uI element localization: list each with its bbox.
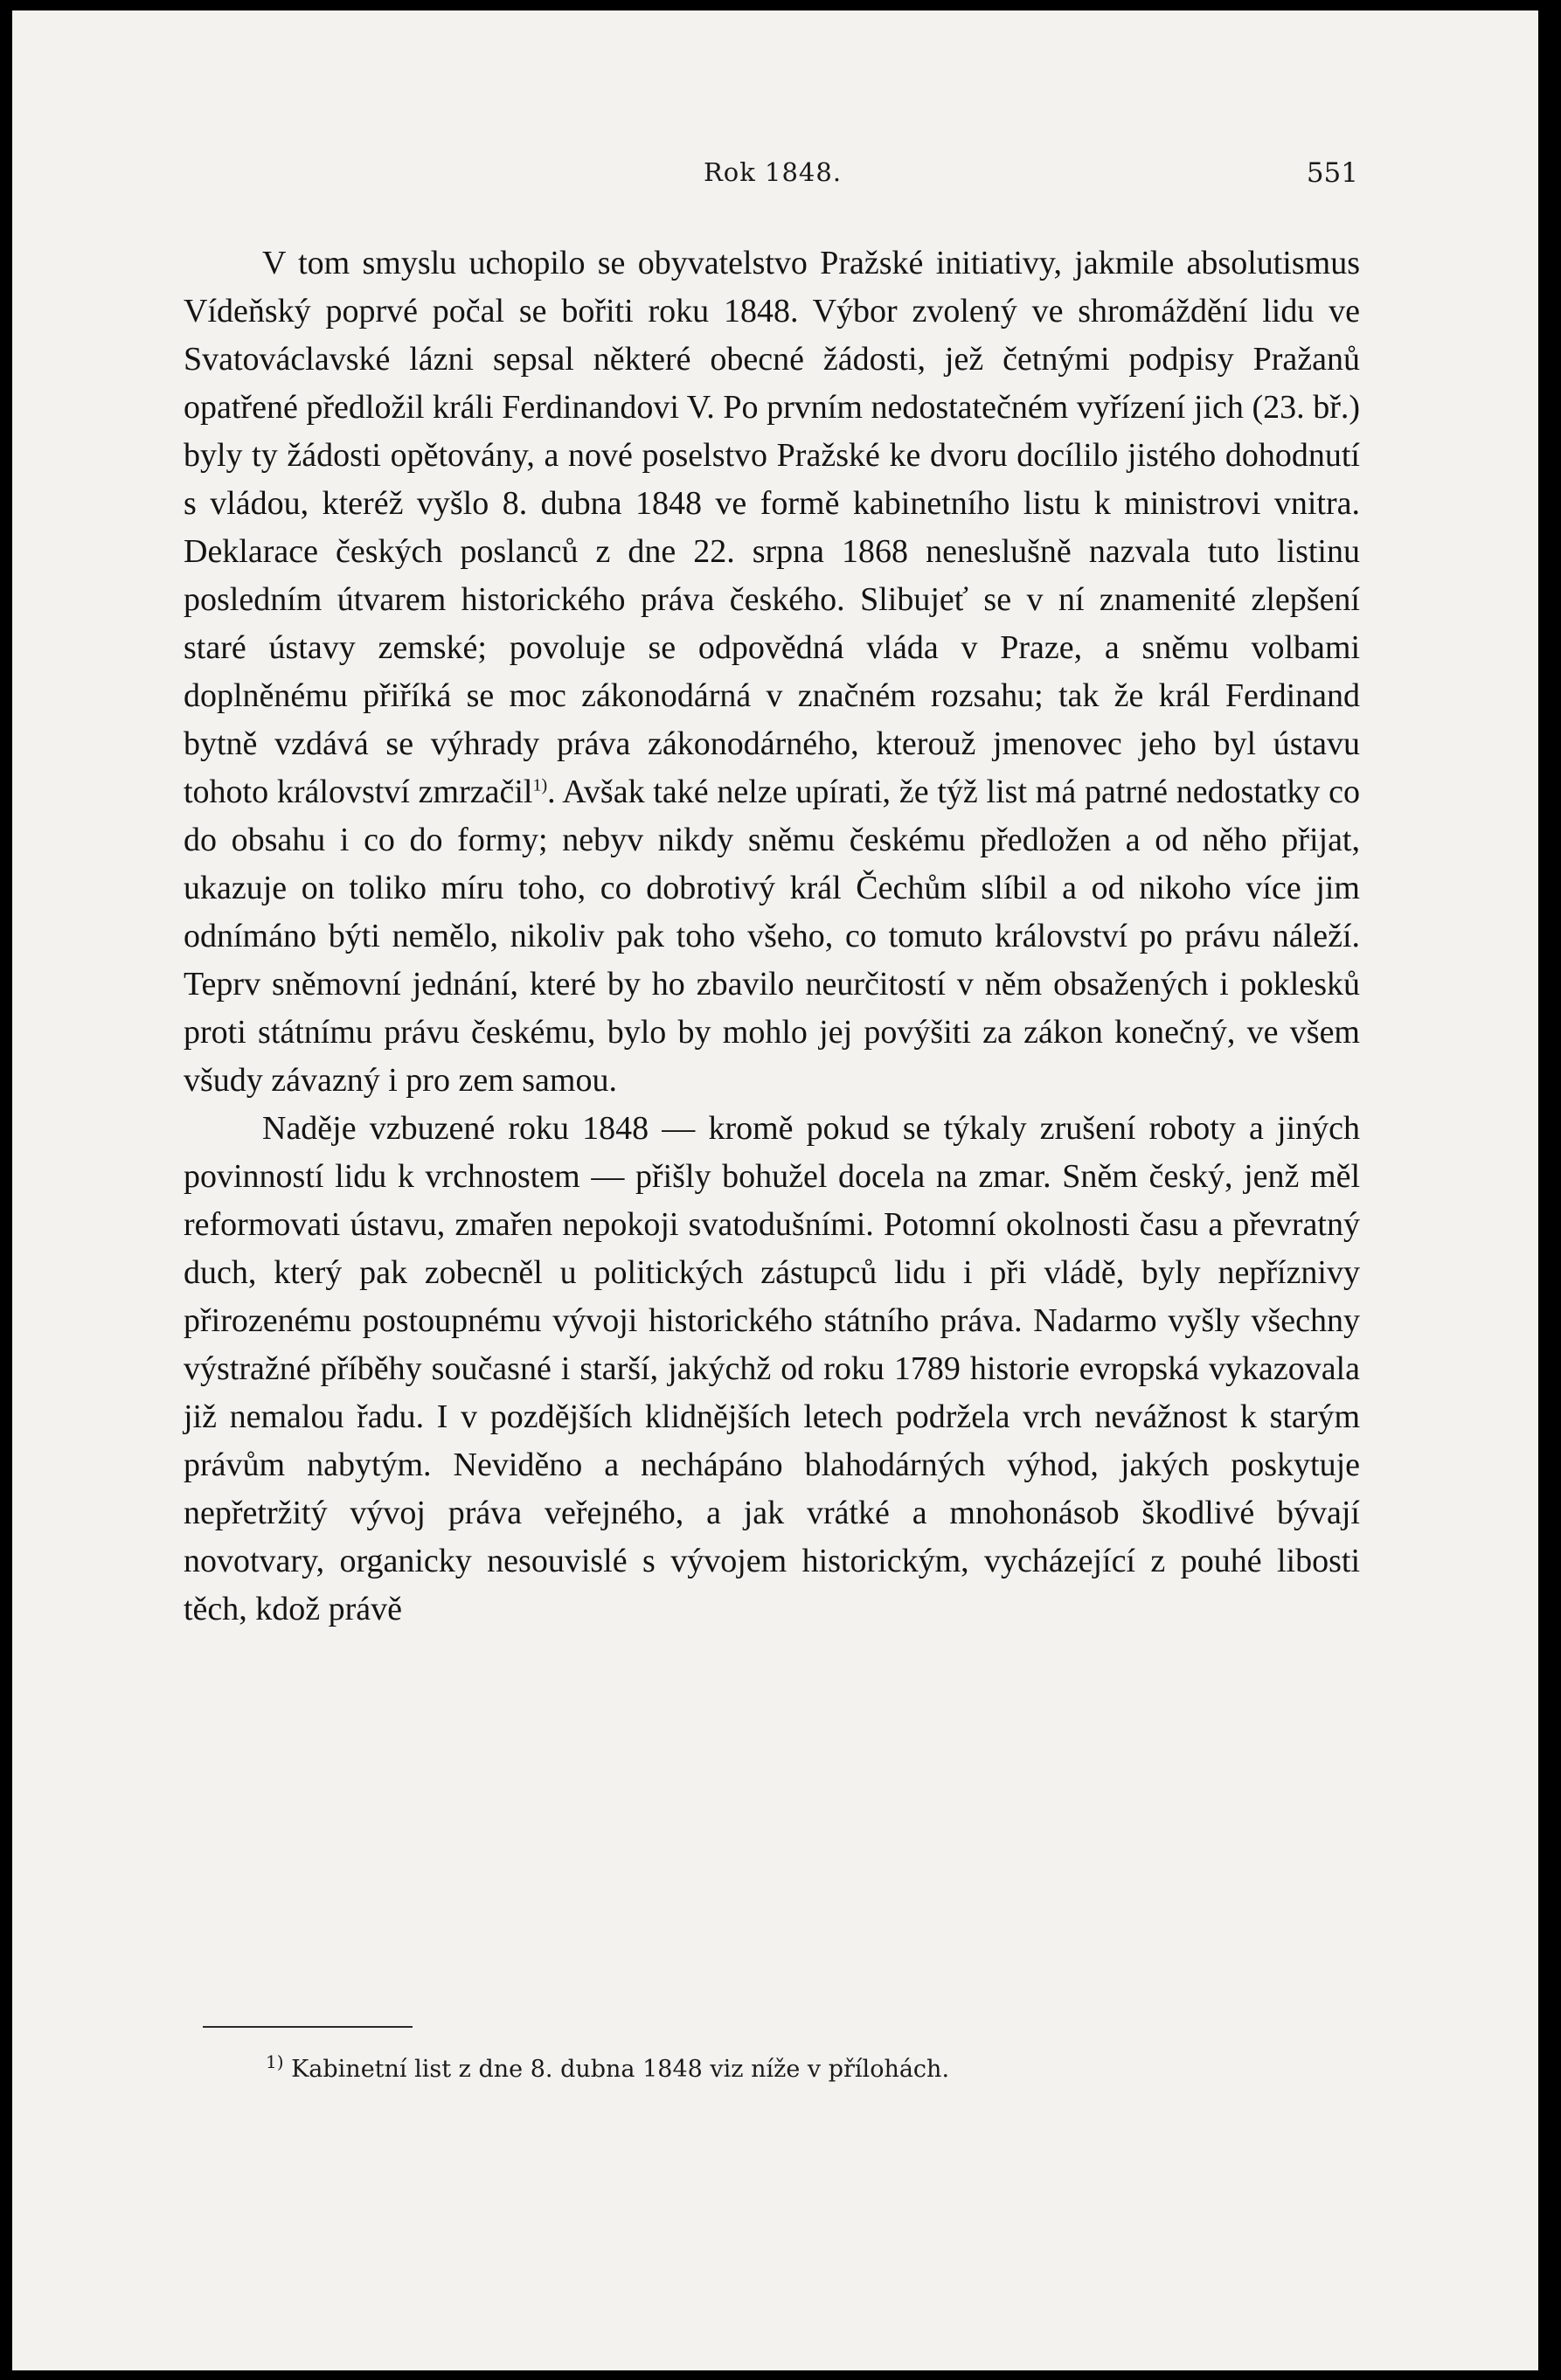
footnote-reference: 1) — [532, 775, 548, 795]
footnote-marker: 1) — [266, 2051, 284, 2072]
running-head — [187, 157, 1358, 192]
body-text — [184, 239, 1360, 1634]
paragraph-1 — [184, 239, 1360, 1105]
footnote-text: Kabinetní list z dne 8. dubna 1848 viz níže v přílohách. — [283, 2056, 950, 2083]
paragraph-1-continuation: . Avšak také nelze upírati, že týž list má patrné nedostatky co do obsahu i co do formy; nebyv nikdy sněmu českému předložen a od něho přijat, ukazuje on toliko míru toho, co dobrotivý král Čechům slíbil a od nikoho více jim odnímáno býti nemělo, nikoliv pak toho všeho, co tomuto království po právu náleží. Teprv sněmovní jednání, které by ho zbavilo neurčitostí v něm obsažených i poklesků proti státnímu právu českému, bylo by mohlo jej povýšiti za zákon konečný, ve všem všudy závazný i pro zem samou. — [184, 774, 1360, 1099]
running-title: Rok 1848. — [703, 157, 843, 187]
paragraph-1-text: V tom smyslu uchopilo se obyvatelstvo Pražské initiativy, jakmile absolutismus Vídeňský poprvé počal se bořiti roku 1848. Výbor zvolený ve shromáždění lidu ve Svatováclavské lázni sepsal některé obecné žádosti, jež četnými podpisy Pražanů opatřené předložil králi Ferdinandovi V. Po prvním nedostatečném vyřízení jich (23. bř.) byly ty žádosti opětovány, a nové poselstvo Pražské ke dvoru docílilo jistého dohodnutí s vládou, kteréž vyšlo 8. dubna 1848 ve formě kabinetního listu k ministrovi vnitra. Deklarace českých poslanců z dne 22. srpna 1868 neneslušně nazvala tuto listinu posledním útvarem historického práva českého. Slibujeť se v ní znamenité zlepšení staré ústavy zemské; povoluje se odpovědná vláda v Praze, a sněmu volbami doplněnému přiříká se moc zákonodárná v značném rozsahu; tak že král Ferdinand bytně vzdává se výhrady práva zákonodárného, kterouž jmenovec jeho byl ústavu tohoto království zmrzačil — [184, 245, 1360, 810]
footnote-divider — [203, 2026, 413, 2028]
page-number: 551 — [1306, 157, 1358, 189]
book-page — [12, 10, 1538, 2370]
footnote — [266, 2051, 950, 2083]
paragraph-2: Naděje vzbuzené roku 1848 — kromě pokud se týkaly zrušení roboty a jiných povinností lidu k vrchnostem — přišly bohužel docela na zmar. Sněm český, jenž měl reformovati ústavu, zmařen nepokoji svatodušními. Potomní okolnosti času a převratný duch, který pak zobecněl u politických zástupců lidu i při vládě, byly nepříznivy přirozenému postoupnému vývoji historického státního práva. Nadarmo vyšly všechny výstražné příběhy současné i starší, jakýchž od roku 1789 historie evropská vykazovala již nemalou řadu. I v pozdějších klidnějších letech podržela vrch nevážnost k starým právům nabytým. Neviděno a nechápáno blahodárných výhod, jakých poskytuje nepřetržitý vývoj práva veřejného, a jak vrátké a mnohonásob škodlivé bývají novotvary, organicky nesouvislé s vývojem historickým, vycházející z pouhé libosti těch, kdož právě — [184, 1110, 1360, 1627]
